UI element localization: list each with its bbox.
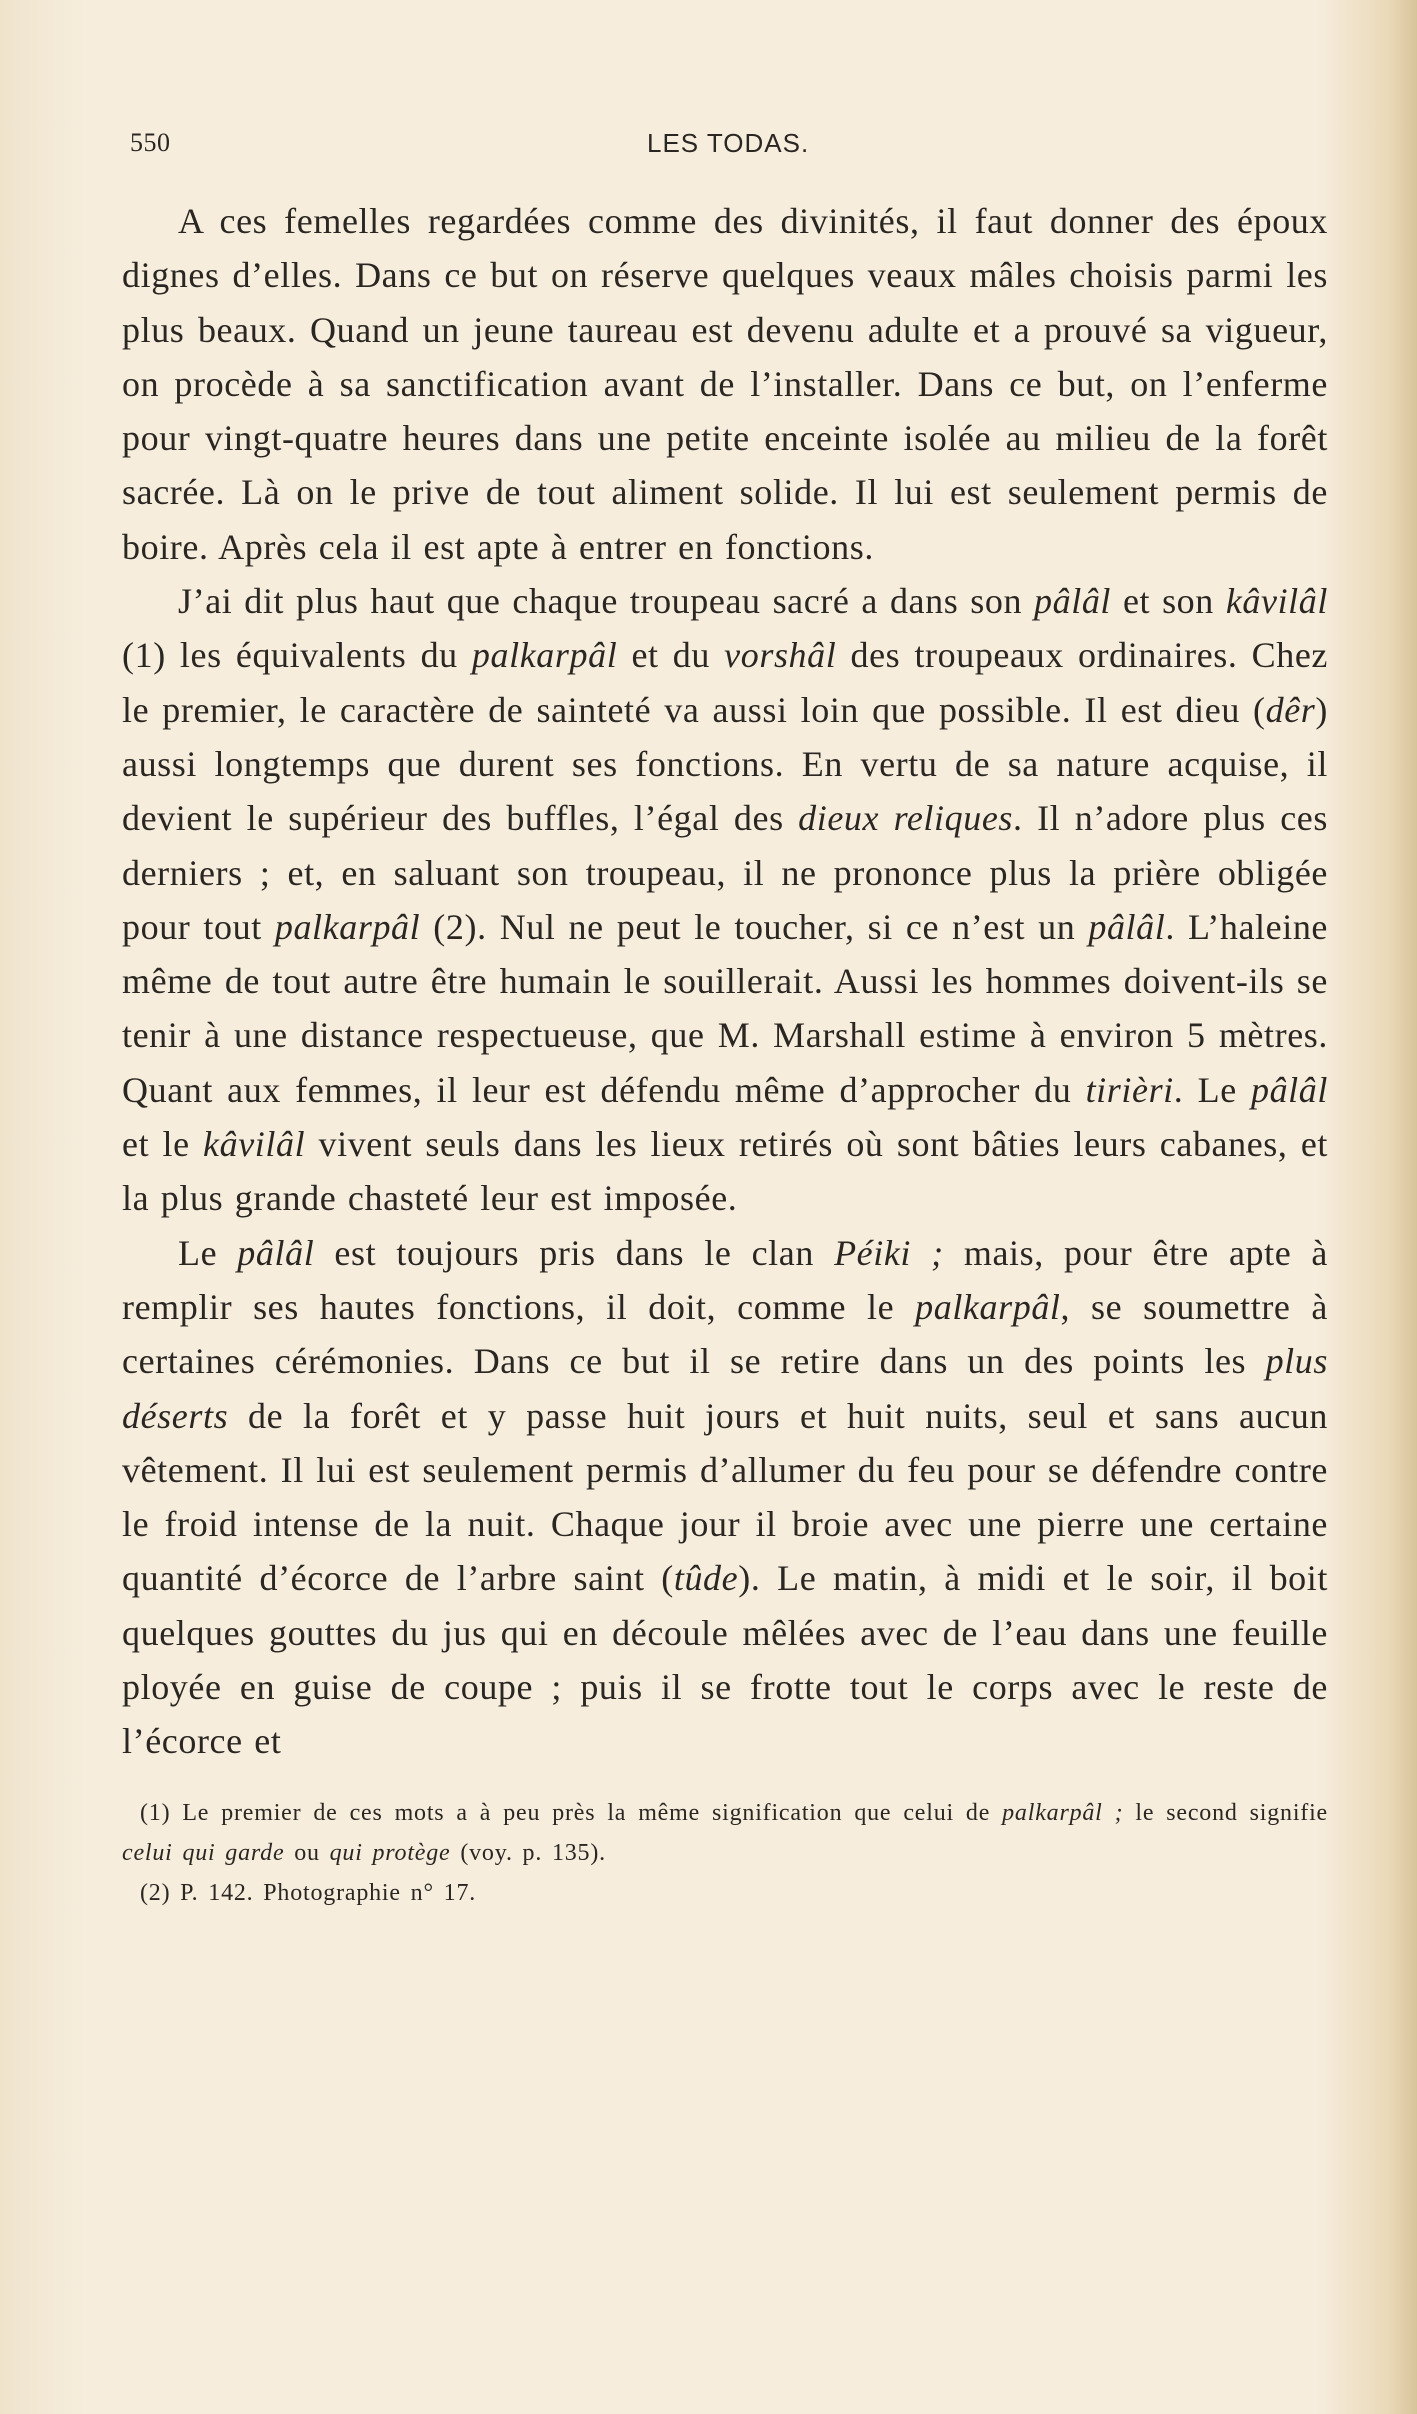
running-head: [122, 128, 1328, 172]
italic-term: tûde: [673, 1558, 739, 1599]
text-run: des troupeaux ordinaires. Chez le premier, le caractère de sainteté va aussi loin que possible. Il est dieu (: [122, 635, 1329, 730]
italic-term: pâlâl: [1088, 906, 1166, 947]
book-page: [122, 128, 1328, 1913]
text-run: (voy. p. 135).: [450, 1839, 606, 1866]
italic-term: palkarpâl ;: [1002, 1799, 1124, 1826]
page-number: 550: [130, 128, 171, 157]
text-run: Le: [178, 1232, 238, 1273]
text-run: le second signifie: [1123, 1799, 1329, 1826]
italic-term: kâvilâl: [203, 1124, 306, 1165]
italic-term: pâlâl: [1034, 581, 1112, 622]
text-run: . L’haleine même de tout autre être humain le souillerait. Aussi les hommes doivent-ils se tenir à une distance respectueuse, que M. Marshall estime à environ 5 mètres. Quant aux femmes, il leur est défendu même d’approcher du: [122, 906, 1329, 1110]
text-run: vivent seuls dans les lieux retirés où sont bâties leurs cabanes, et la plus grande chasteté leur est imposée.: [122, 1124, 1329, 1219]
text-run: ) aussi longtemps que durent ses fonctions. En vertu de sa nature acquise, il devient le supérieur des buffles, l’égal des: [122, 689, 1328, 839]
italic-term: palkarpâl: [471, 635, 618, 676]
text-run: et du: [617, 635, 725, 676]
text-run: . Il n’adore plus ces derniers ; et, en saluant son troupeau, il ne prononce plus la prière obligée pour tout: [122, 798, 1328, 947]
text-run: de la forêt et y passe huit jours et huit nuits, seul et sans aucun vêtement. Il lui est seulement permis d’allumer du feu pour se défendre contre le froid intense de la nuit. Chaque jour il broie avec une pierre une certaine quantité d’écorce de l’arbre saint (: [122, 1395, 1328, 1599]
italic-term: palkarpâl: [274, 906, 421, 947]
text-run: et son: [1111, 581, 1226, 622]
italic-term: palkarpâl: [915, 1286, 1061, 1327]
italic-term: pâlâl: [1250, 1069, 1328, 1110]
paragraph: [122, 1226, 1328, 1769]
text-run: ). Le matin, à midi et le soir, il boit quelques gouttes du jus qui en découle mêlées avec de l’eau dans une feuille ployée en guise de coupe ; puis il se frotte tout le corps avec le reste de l’écorce et: [122, 1558, 1328, 1762]
text-run: . Le: [1173, 1069, 1251, 1110]
footnotes: [122, 1793, 1328, 1913]
text-run: A ces femelles regardées comme des divinités, il faut donner des époux dignes d’elles. Dans ce but on réserve quelques veaux mâles choisis parmi les plus beaux. Quand un jeune taureau est devenu adulte et a prouvé sa vigueur, on procède à sa sanctification avant de l’installer. Dans ce but, on l’enferme pour vingt-quatre heures dans une petite enceinte isolée au milieu de la forêt sacrée. Là on le prive de tout aliment solide. Il lui est seulement permis de boire. Après cela il est apte à entrer en fonctions.: [122, 201, 1328, 567]
text-run: ou: [284, 1839, 330, 1866]
italic-term: plus déserts: [122, 1341, 1328, 1436]
italic-term: celui qui garde: [122, 1839, 285, 1866]
italic-term: tirièri: [1085, 1069, 1174, 1110]
italic-term: pâlâl: [237, 1232, 315, 1273]
italic-term: dêr: [1265, 689, 1316, 730]
italic-term: Péiki ;: [834, 1232, 944, 1273]
text-run: (1) Le premier de ces mots a à peu près la même signification que celui de: [140, 1799, 1003, 1826]
italic-term: qui protège: [329, 1839, 451, 1866]
text-run: (2) P. 142. Photographie n° 17.: [140, 1879, 477, 1906]
text-run: (2). Nul ne peut le toucher, si ce n’est un: [420, 906, 1089, 947]
text-run: est toujours pris dans le clan: [314, 1232, 835, 1273]
italic-term: kâvilâl: [1225, 581, 1328, 622]
footnote: [122, 1793, 1328, 1873]
paragraph: [122, 574, 1328, 1226]
text-run: , se soumettre à certaines cérémonies. Dans ce but il se retire dans un des points les: [122, 1286, 1328, 1382]
text-run: mais, pour être apte à remplir ses hautes fonctions, il doit, comme le: [122, 1232, 1329, 1327]
running-title: LES TODAS.: [647, 128, 810, 158]
paragraph: [122, 194, 1328, 574]
text-run: (1) les équivalents du: [122, 635, 472, 676]
body-text: [122, 194, 1328, 1769]
text-run: J’ai dit plus haut que chaque troupeau sacré a dans son: [178, 581, 1035, 622]
italic-term: vorshâl: [724, 635, 837, 676]
text-run: et le: [122, 1124, 204, 1165]
footnote: [122, 1873, 1328, 1913]
italic-term: dieux reliques: [798, 798, 1014, 839]
